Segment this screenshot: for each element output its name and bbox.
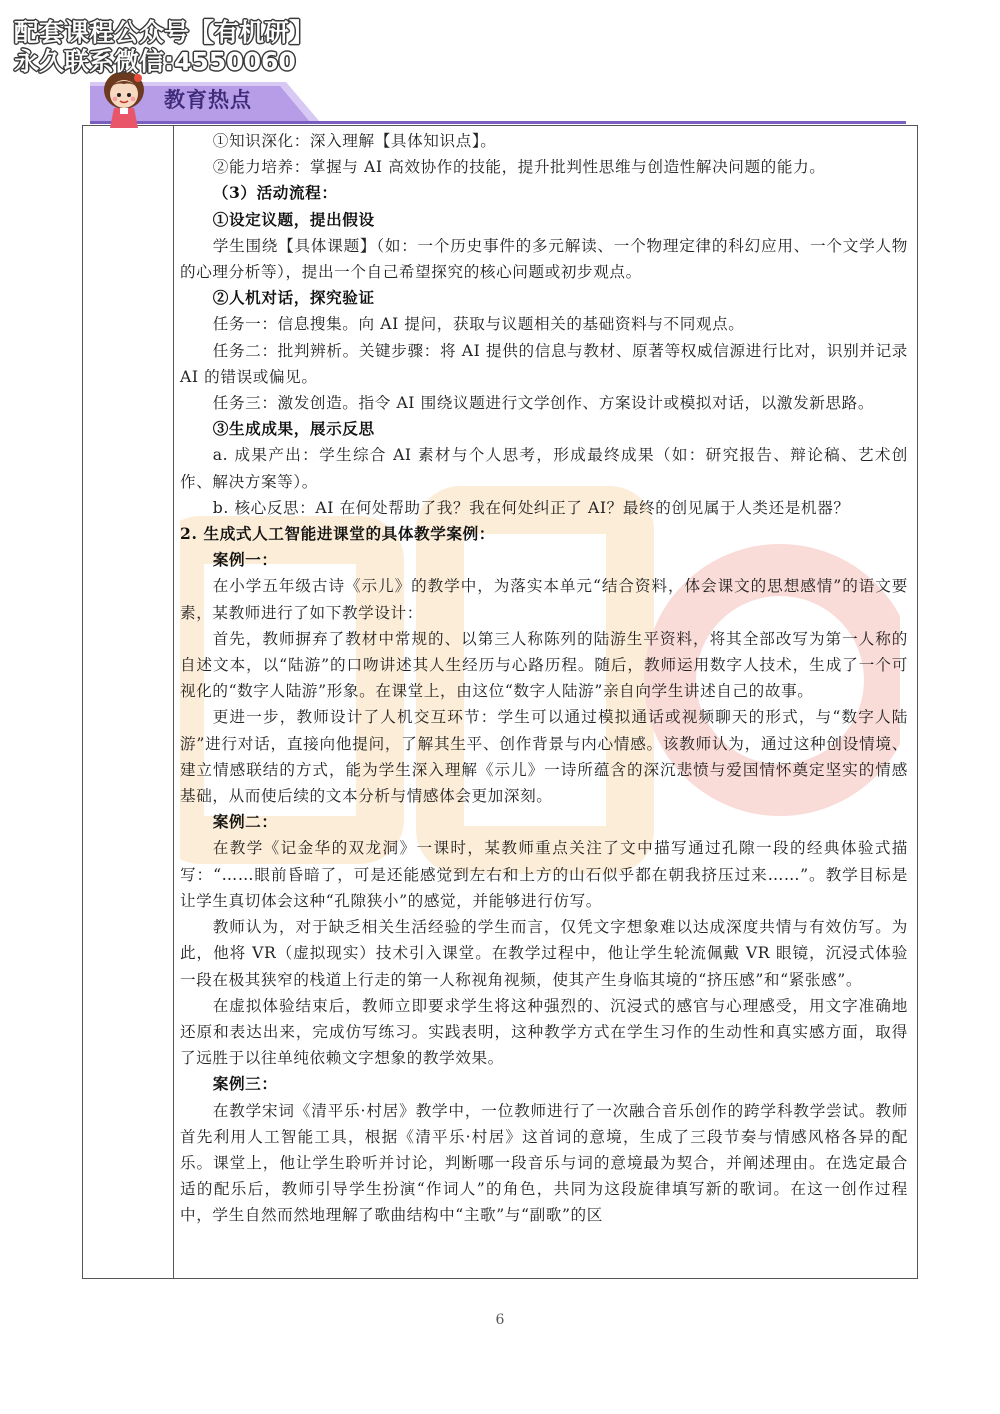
watermark-line-1: 配套课程公众号【有机研】 — [14, 18, 315, 47]
heading-step-3: ③生成成果，展示反思 — [212, 419, 375, 439]
paragraph-case-2-intro: 在教学《记金华的双龙洞》一课时，某教师重点关注了文中描写通过孔隙一段的经典体验式描写：“……眼前昏暗了，可是还能感觉到左右和上方的山石似乎都在朝我挤压过来……”。教学目标是让学生真切体会这种“孔隙狭小”的感觉，并能够进行仿写。 — [180, 839, 908, 910]
paragraph-case-3: 在教学宋词《清平乐·村居》教学中，一位教师进行了一次融合音乐创作的跨学科教学尝试。教师首先利用人工智能工具，根据《清平乐·村居》这首词的意境，生成了三段节奏与情感风格各异的配乐。课堂上，他让学生聆听并讨论，判断哪一段音乐与词的意境最为契合，并阐述理由。在选定最合适的配乐后，教师引导学生扮演“作词人”的角色，共同为这段旋律填写新的歌词。在这一创作过程中，学生自然而然地理解了歌曲结构中“主歌”与“副歌”的区 — [180, 1101, 908, 1225]
paragraph-task-1: 任务一：信息搜集。向 AI 提问，获取与议题相关的基础资料与不同观点。 — [212, 315, 745, 334]
heading-section-2: 2. 生成式人工智能进课堂的具体教学案例： — [180, 524, 495, 544]
paragraph-reflection: b. 核心反思：AI 在何处帮助了我？我在何处纠正了 AI？最终的创见属于人类还是机器？ — [212, 498, 850, 517]
girl-avatar-icon — [96, 68, 152, 130]
paragraph-case-2-vr: 教师认为，对于缺乏相关生活经验的学生而言，仅凭文字想象难以达成深度共情与有效仿写。为此，他将 VR（虚拟现实）技术引入课堂。在教学过程中，他让学生轮流佩戴 VR 眼镜，沉浸式体验一段在极其狭窄的栈道上行走的第一人称视角视频，使其产生身临其境的“挤压感”和“紧张感”。 — [180, 918, 908, 989]
heading-case-3: 案例三： — [212, 1074, 278, 1094]
header-divider-line — [90, 121, 906, 124]
paragraph-ability: ②能力培养：掌握与 AI 高效协作的技能，提升批判性思维与创造性解决问题的能力。 — [212, 158, 826, 177]
heading-activity-flow: （3）活动流程： — [212, 183, 338, 203]
content-body — [180, 128, 908, 1229]
paragraph-case-1-design: 首先，教师摒弃了教材中常规的、以第三人称陈列的陆游生平资料，将其全部改写为第一人称的自述文本，以“陆游”的口吻讲述其人生经历与心路历程。随后，教师运用数字人技术，生成了一个可视化的“数字人陆游”形象。在课堂上，由这位“数字人陆游”亲自向学生讲述自己的故事。 — [180, 629, 908, 701]
heading-step-2: ②人机对话，探究验证 — [212, 288, 375, 308]
paragraph-output: a. 成果产出：学生综合 AI 素材与个人思考，形成最终成果（如：研究报告、辩论稿、艺术创作、解决方案等）。 — [180, 446, 908, 491]
paragraph-step-1: 学生围绕【具体课题】（如：一个历史事件的多元解读、一个物理定律的科幻应用、一个文学人物的心理分析等），提出一个自己希望探究的核心问题或初步观点。 — [180, 236, 908, 282]
page-number: 6 — [495, 1312, 505, 1328]
paragraph-case-2-result: 在虚拟体验结束后，教师立即要求学生将这种强烈的、沉浸式的感官与心理感受，用文字准确地还原和表达出来，完成仿写练习。实践表明，这种教学方式在学生习作的生动性和真实感方面，取得了远胜于以往单纯依赖文字想象的教学效果。 — [180, 996, 908, 1068]
heading-case-1: 案例一： — [212, 550, 278, 570]
paragraph-case-1-intro: 在小学五年级古诗《示儿》的教学中，为落实本单元“结合资料，体会课文的思想感情”的语文要素，某教师进行了如下教学设计： — [180, 577, 908, 622]
heading-case-2: 案例二： — [212, 812, 278, 832]
paragraph-case-1-interaction: 更进一步，教师设计了人机交互环节：学生可以通过模拟通话或视频聊天的形式，与“数字人陆游”进行对话，直接向他提问，了解其生平、创作背景与内心情感。该教师认为，通过这种创设情境、建立情感联结的方式，能为学生深入理解《示儿》一诗所蕴含的深沉悲愤与爱国情怀奠定坚实的情感基础，从而使后续的文本分析与情感体会更加深刻。 — [180, 708, 908, 806]
watermark-line-2: 永久联系微信:4550060 — [14, 47, 296, 76]
table-column-divider — [173, 126, 174, 1278]
paragraph-task-3: 任务三：激发创造。指令 AI 围绕议题进行文学创作、方案设计或模拟对话，以激发新思路。 — [212, 394, 875, 413]
paragraph-knowledge: ①知识深化：深入理解【具体知识点】。 — [212, 132, 497, 150]
paragraph-task-2: 任务二：批判辨析。关键步骤：将 AI 提供的信息与教材、原著等权威信源进行比对，识别并记录 AI 的错误或偏见。 — [180, 341, 908, 386]
watermark-text — [14, 18, 314, 76]
header-title: 教育热点 — [164, 88, 252, 112]
heading-step-1: ①设定议题，提出假设 — [212, 209, 375, 229]
